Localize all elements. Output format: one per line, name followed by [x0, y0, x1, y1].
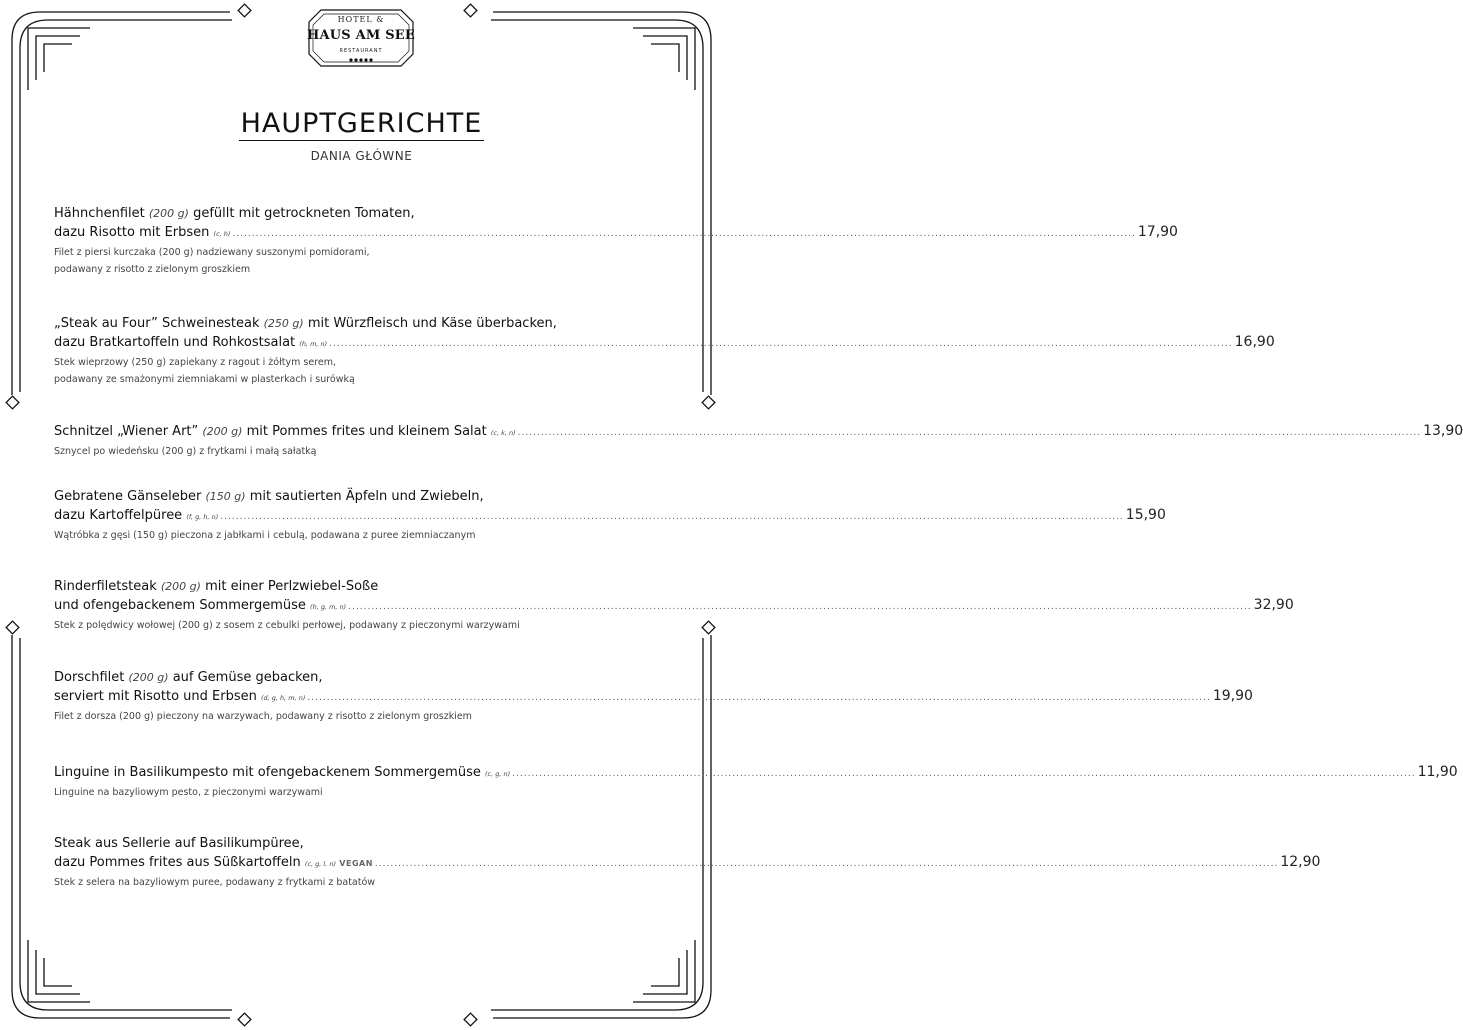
item-name-line	[54, 204, 652, 223]
item-price: 13,90	[1423, 423, 1463, 439]
item-side: dazu Pommes frites aus Süßkartoffeln	[54, 855, 305, 870]
item-polish-description: Stek z polędwicy wołowej (200 g) z sosem z cebulki perłowej, podawany z pieczonymi warzywami	[54, 620, 520, 631]
item-price-line	[54, 422, 1463, 443]
item-price-line	[54, 763, 1458, 784]
item-name-line	[54, 314, 652, 333]
item-name-cont: auf Gemüse gebacken,	[168, 670, 323, 685]
menu-item	[54, 834, 1321, 891]
item-allergens: (c, g, l, n)	[304, 860, 337, 868]
item-name-line	[54, 668, 652, 687]
dot-leader: ..........................................................................................................................................................................................................................................	[517, 428, 1422, 438]
item-price-line	[54, 687, 1253, 708]
item-polish-description: Stek wieprzowy (250 g) zapiekany z ragout i żółtym serem,	[54, 357, 337, 368]
dot-leader: ..........................................................................................................................................................................................................................................	[307, 693, 1211, 703]
item-name-cont: mit Pommes frites und kleinem Salat	[242, 424, 491, 439]
menu-item	[54, 668, 1253, 725]
item-price-line	[54, 506, 1166, 527]
item-allergens: (d, g, h, m, n)	[260, 694, 306, 702]
item-side: serviert mit Risotto und Erbsen	[54, 689, 261, 704]
item-allergens: (c, g, n)	[484, 770, 511, 778]
item-name-line	[54, 487, 652, 506]
item-price-line	[54, 596, 1294, 617]
item-allergens: (h, g, m, n)	[310, 603, 347, 611]
item-allergens: (c, h)	[213, 230, 231, 238]
item-polish-description-cont: podawany ze smażonymi ziemniakami w plasterkach i surówką	[54, 374, 355, 385]
item-side: und ofengebackenem Sommergemüse	[54, 598, 311, 613]
item-name-cont: mit einer Perlzwiebel-Soße	[200, 579, 379, 594]
item-price-line	[54, 333, 1275, 354]
dot-leader: ..........................................................................................................................................................................................................................................	[512, 769, 1416, 779]
item-name-cont: gefüllt mit getrockneten Tomaten,	[188, 206, 415, 221]
page-title-text: HAUPTGERICHTE	[240, 108, 483, 139]
item-side: dazu Kartoffelpüree	[54, 508, 187, 523]
vegan-badge: VEGAN	[336, 859, 373, 868]
dot-leader: ..........................................................................................................................................................................................................................................	[220, 512, 1124, 522]
item-name: Linguine in Basilikumpesto mit ofengebackenem Sommergemüse	[54, 765, 485, 780]
dot-leader: ..........................................................................................................................................................................................................................................	[374, 859, 1279, 869]
item-price-line	[54, 853, 1321, 874]
item-polish-description: Filet z dorsza (200 g) pieczony na warzywach, podawany z risotto z zielonym groszkiem	[54, 711, 472, 722]
menu-item	[54, 314, 1275, 388]
menu-item	[54, 577, 1294, 634]
item-price: 32,90	[1253, 597, 1294, 613]
page-title	[0, 108, 723, 141]
item-weight: (200 g)	[160, 580, 201, 593]
item-price: 19,90	[1212, 688, 1253, 704]
item-allergens: (f, g, h, n)	[186, 513, 219, 521]
item-name: Rinderfiletsteak	[54, 579, 161, 594]
item-polish-description: Linguine na bazyliowym pesto, z pieczonymi warzywami	[54, 787, 323, 798]
item-name: Gebratene Gänseleber	[54, 489, 206, 504]
item-polish-description: Stek z selera na bazyliowym puree, podawany z frytkami z batatów	[54, 877, 376, 888]
item-price: 11,90	[1417, 764, 1458, 780]
item-allergens: (c, k, n)	[490, 429, 516, 437]
item-weight: (200 g)	[148, 207, 189, 220]
item-polish-description: Wątróbka z gęsi (150 g) pieczona z jabłkami i cebulą, podawana z puree ziemniaczanym	[54, 530, 476, 541]
logo-hotel-text: HOTEL &	[337, 15, 385, 24]
item-price: 12,90	[1280, 854, 1321, 870]
item-price: 15,90	[1125, 507, 1166, 523]
item-side: dazu Bratkartoffeln und Rohkostsalat	[54, 335, 300, 350]
item-price: 17,90	[1137, 224, 1178, 240]
item-price: 16,90	[1234, 334, 1275, 350]
dot-leader: ..........................................................................................................................................................................................................................................	[348, 602, 1252, 612]
item-price-line	[54, 223, 1178, 244]
item-side: dazu Risotto mit Erbsen	[54, 225, 214, 240]
item-name-cont: mit Würzfleisch und Käse überbacken,	[303, 316, 557, 331]
logo-restaurant-text: RESTAURANT	[339, 48, 383, 54]
menu-item	[54, 487, 1166, 544]
logo-name-text: HAUS AM SEE	[306, 28, 416, 43]
menu-item	[54, 422, 1463, 460]
dot-leader: ..........................................................................................................................................................................................................................................	[329, 339, 1233, 349]
item-weight: (200 g)	[202, 425, 243, 438]
item-polish-description: Filet z piersi kurczaka (200 g) nadziewany suszonymi pomidorami,	[54, 247, 370, 258]
item-name: „Steak au Four” Schweinesteak	[54, 316, 264, 331]
hotel-logo	[301, 4, 421, 72]
item-weight: (200 g)	[128, 671, 169, 684]
item-name-line: Steak aus Sellerie auf Basilikumpüree,	[54, 836, 304, 851]
dot-leader: ..........................................................................................................................................................................................................................................	[232, 229, 1136, 239]
item-weight: (250 g)	[263, 317, 304, 330]
menu-item	[54, 204, 1178, 278]
item-polish-description: Sznycel po wiedeńsku (200 g) z frytkami i małą sałatką	[54, 446, 317, 457]
page-subtitle: DANIA GŁÓWNE	[310, 149, 413, 163]
item-polish-description-cont: podawany z risotto z zielonym groszkiem	[54, 264, 251, 275]
item-weight: (150 g)	[205, 490, 246, 503]
item-name: Hähnchenfilet	[54, 206, 149, 221]
item-name-cont: mit sautierten Äpfeln und Zwiebeln,	[245, 489, 484, 504]
item-allergens: (h, m, n)	[299, 340, 328, 348]
item-name-line	[54, 577, 652, 596]
item-name: Schnitzel „Wiener Art”	[54, 424, 203, 439]
menu-item	[54, 763, 1458, 801]
item-name: Dorschfilet	[54, 670, 129, 685]
